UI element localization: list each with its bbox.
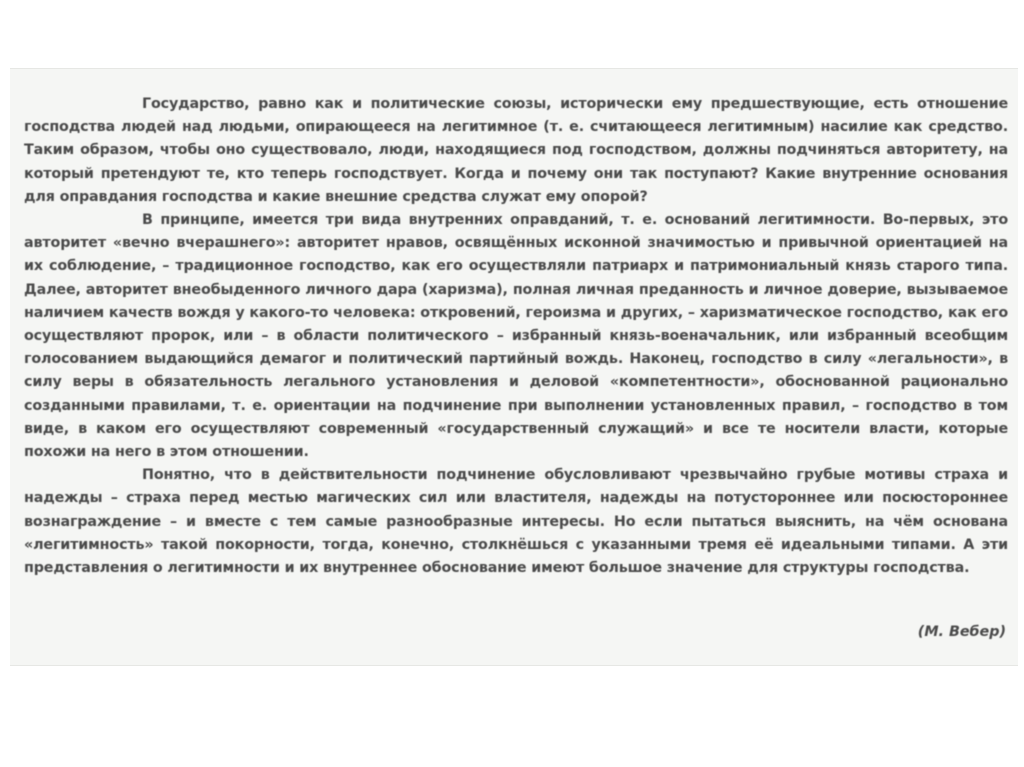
quote-panel	[10, 68, 1018, 666]
author-attribution: (М. Вебер)	[917, 624, 1006, 640]
paragraph-3: Понятно, что в действительности подчинение обусловливают чрезвычайно грубые мотивы страха и надежды – страха перед местью магических сил или властителя, надежды на потустороннее или посюстороннее вознаграждение – и вместе с тем самые разнообразные интересы. Но если пытаться выяснить, на чём основана «легитимность» такой покорности, тогда, конечно, столкнёшься с указанными тремя её идеальными типами. А эти представления о легитимности и их внутреннее обоснование имеют большое значение для структуры господства.	[24, 467, 1008, 577]
quote-text	[24, 93, 1008, 580]
paragraph-1: Государство, равно как и политические союзы, исторически ему предшествующие, есть отношение господства людей над людьми, опирающееся на легитимное (т. е. считающееся легитимным) насилие как средство. Таким образом, чтобы оно существовало, люди, находящиеся под господством, должны подчиняться авторитету, на который претендуют те, кто теперь господствует. Когда и почему они так поступают? Какие внутренние основания для оправдания господства и какие внешние средства служат ему опорой?	[24, 96, 1008, 205]
paragraph-2: В принципе, имеется три вида внутренних оправданий, т. е. оснований легитимности. Во-первых, это авторитет «вечно вчерашнего»: авторитет нравов, освящённых исконной значимостью и привычной ориентацией на их соблюдение, – традиционное господство, как его осуществляли патриарх и патримониальный князь старого типа. Далее, авторитет внеобыденного личного дара (харизма), полная личная преданность и личное доверие, вызываемое наличием качеств вождя у какого-то человека: откровений, героизма и других, – харизматическое господство, как его осуществляют пророк, или – в области политического – избранный князь-военачальник, или избранный всеобщим голосованием выдающийся демагог и политический партийный вождь. Наконец, господство в силу «легальности», в силу веры в обязательность легального установления и деловой «компетентности», обоснованной рационально созданными правилами, т. е. ориентации на подчинение при выполнении установленных правил, – господство в том виде, в каком его осуществляют современный «государственный служащий» и все те носители власти, которые похожи на него в этом отношении.	[24, 212, 1008, 461]
